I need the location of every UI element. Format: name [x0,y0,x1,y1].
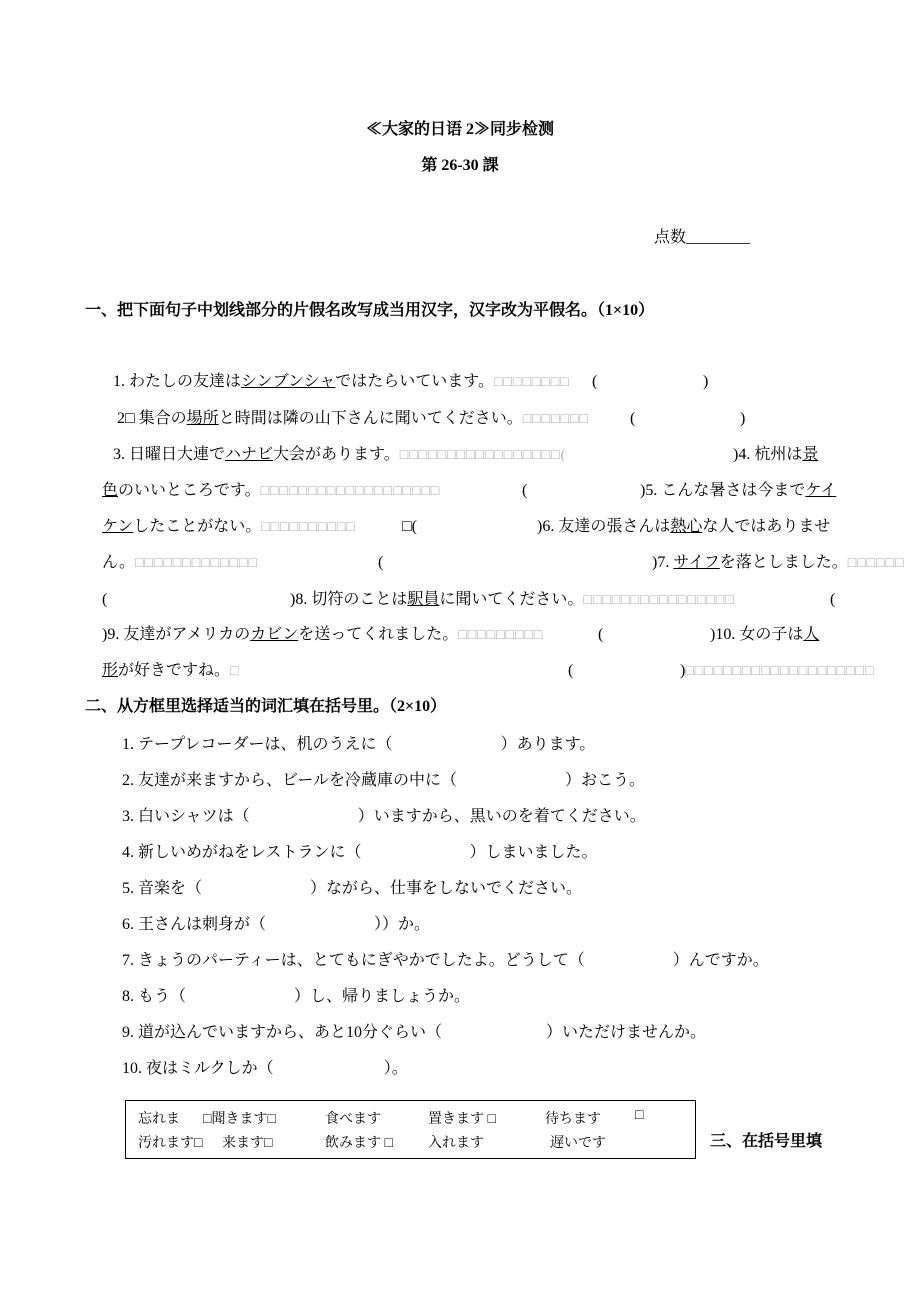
fill-item: 6. 王さんは刺身が（ ））か。 [122,916,431,933]
fill-item: 2. 友達が来ますから、ビールを冷蔵庫の中に（ ）おこう。 [122,772,646,789]
fill-item: 1. テープレコーダーは、机のうえに（ ）あります。 [122,736,596,753]
word-option: 入れます [428,1136,484,1151]
answer-open: □( [402,518,417,535]
answer-open: ( [522,482,528,499]
q6-start: )6. 友達の張さんは熱心な人ではありませ [537,518,831,535]
section3-title: 三、在括号里填 [710,1133,823,1150]
fill-item: 3. 白いシャツは（ ）いますから、黒いのを着てください。 [122,808,646,825]
word-option: 忘れま [138,1112,180,1127]
q4-start: )4. 杭州は景 [733,446,819,463]
q3-line: 3. 日曜日大連でハナビ大会があります。□□□□□□□□□□□□□□□□□( [113,446,567,463]
q8-line: )8. 切符のことは駅員に聞いてください。□□□□□□□□□□□□□□□□ [290,591,735,608]
q2-line: 2□ 集合の場所と時間は隣の山下さんに聞いてください。□□□□□□□ [117,410,589,427]
answer-close: ) [703,373,709,390]
fill-item: 9. 道が込んでいますから、あと10分ぐらい（ ）いただけませんか。 [122,1024,707,1041]
word-option: 遅いです [550,1136,606,1151]
fill-item: 8. もう（ ）し、帰りましょうか。 [122,988,471,1005]
answer-close: )□□□□□□□□□□□□□□□□□□□□ [680,662,875,679]
fill-item: 4. 新しいめがねをレストランに（ ）しまいました。 [122,844,598,861]
fill-item: 5. 音楽を（ ）ながら、仕事をしないでください。 [122,880,583,897]
section1-title: 一、把下面句子中划线部分的片假名改写成当用汉字，汉字改为平假名。（1×10） [85,302,655,319]
answer-open: ( [102,591,108,608]
doc-title: ≪大家的日语 2≫同步检测 [365,121,554,138]
word-option: 待ちます [545,1112,601,1127]
q10-line: 形が好きですね。□ [102,662,240,679]
q9-line: )9. 友達がアメリカのカビンを送ってくれました。□□□□□□□□□ [102,626,544,643]
answer-open: ( [568,662,574,679]
q6-line: ん。□□□□□□□□□□□□□ [102,554,258,571]
fill-item: 7. きょうのパーティーは、とてもにぎやかでしたよ。どうして（ ）んですか。 [122,952,769,969]
lesson-title: 第 26-30 課 [421,157,499,174]
word-option: 来ます□ [222,1136,273,1151]
answer-open: ( [592,373,598,390]
answer-open: ( [378,554,384,571]
word-option: □ [635,1108,644,1123]
word-option: 置きます □ [428,1112,496,1127]
word-option: 飲みます □ [325,1136,393,1151]
word-option: 食べます [325,1112,381,1127]
q7-start: )7. サイフを落としました。□□□□□□ [652,554,905,571]
answer-open: ( [598,626,604,643]
answer-open: ( [830,591,836,608]
word-option: □聞きます□ [203,1112,276,1127]
q10-start: )10. 女の子は人 [710,626,820,643]
word-option: 汚れます□ [138,1136,203,1151]
q5-start: )5. こんな暑さは今までケイ [640,482,837,499]
q5-line: ケンしたことがない。□□□□□□□□□□ [102,518,356,535]
section2-title: 二、从方框里选择适当的词汇填在括号里。（2×10） [85,698,447,715]
q4-line: 色のいいところです。□□□□□□□□□□□□□□□□□□□ [102,482,441,499]
q1-line: 1. わたしの友達はシンブンシャではたらいています。□□□□□□□□ [113,373,570,390]
score-field: 点数________ [654,229,751,246]
answer-close: ) [740,410,746,427]
fill-item: 10. 夜はミルクしか（ ）。 [122,1060,408,1077]
answer-open: ( [630,410,636,427]
